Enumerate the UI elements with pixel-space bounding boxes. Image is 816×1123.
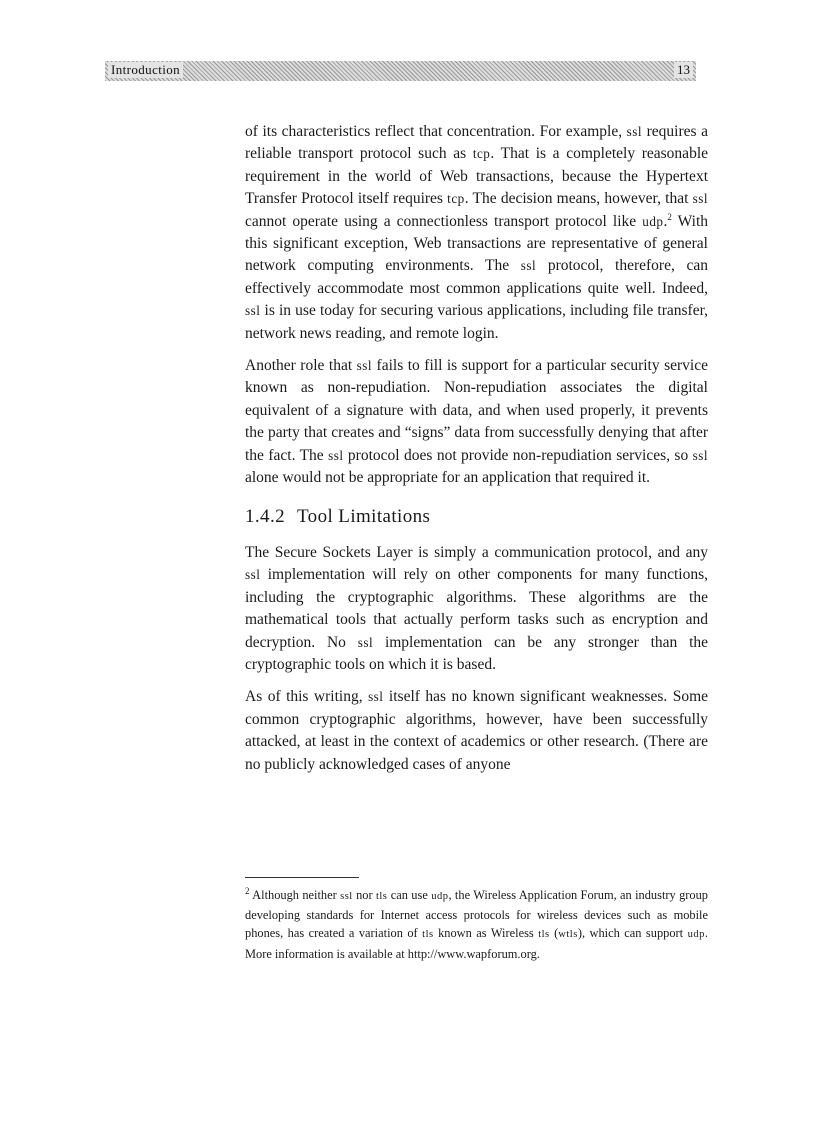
- tcp-term: tcp: [447, 191, 465, 207]
- tls-term: tls: [375, 891, 388, 902]
- udp-term: udp: [687, 929, 705, 941]
- running-header-section: Introduction: [108, 62, 183, 78]
- udp-term: udp: [431, 891, 449, 902]
- ssl-term: ssl: [356, 358, 373, 374]
- section-number: 1.4.2: [245, 505, 285, 527]
- paragraph-1: of its characteristics reflect that concentration. For example, ssl requires a reliable transport protocol such as tcp. That is a completely reasonable requirement in the world of Web transactions, because the Hypertext Transfer Protocol itself requires tcp. The decision means, however, that ssl cannot operate using a connectionless transport protocol like udp.$^2$ With this significant exception, Web transactions are representative of general network computing environments. The ssl protocol, therefore, can effectively accommodate most common applications quite well. Indeed, ssl is in use today for securing various applications, including file transfer, network news reading, and remote login.: [245, 123, 709, 342]
- section-heading: [245, 506, 708, 528]
- page-number: 13: [674, 62, 693, 78]
- paragraph-4: As of this writing, ssl itself has no known significant weaknesses. Some common cryptographic algorithms, however, have been successfully attacked, at least in the context of academics or other research. (There are no publicly acknowledged cases of anyone: [245, 688, 709, 773]
- footnote-reference[interactable]: 2: [667, 211, 672, 222]
- ssl-term: ssl: [245, 303, 261, 319]
- footnote-mark: 2: [245, 885, 250, 896]
- tls-term: tls: [422, 929, 434, 941]
- running-header: [105, 61, 696, 81]
- udp-term: udp: [642, 213, 664, 229]
- footnote-2: $^2$ Although neither ssl nor tls can use udp, the Wireless Application Forum, an industry group developing standards for Internet access protocols for wireless devices such as mobile phones, has created a variation of tls known as Wireless tls (wtls), which can support udp. More information is available at http://www.wapforum.org.: [245, 885, 708, 961]
- tcp-term: tcp: [472, 146, 491, 162]
- ssl-term: ssl: [245, 567, 261, 583]
- wtls-term: wtls: [558, 929, 578, 941]
- ssl-term: ssl: [626, 124, 643, 139]
- section-title: Tool Limitations: [297, 505, 431, 527]
- footnote-divider: [245, 877, 359, 878]
- ssl-term: ssl: [692, 191, 709, 207]
- ssl-term: ssl: [520, 258, 537, 274]
- ssl-term: ssl: [340, 891, 353, 902]
- footnote: [245, 886, 708, 963]
- ssl-term: ssl: [692, 447, 709, 463]
- ssl-term: ssl: [368, 689, 384, 705]
- ssl-term: ssl: [328, 447, 344, 463]
- paragraph-2: Another role that ssl fails to fill is support for a particular security service known as non-repudiation. Non-repudiation associates the digital equivalent of a signature with data, and when used properly, it prevents the party that creates and “signs” data from successfully denying that after the fact. The ssl protocol does not provide non-repudiation services, so ssl alone would not be appropriate for an application that required it.: [245, 357, 709, 487]
- tls-term: tls: [538, 929, 550, 941]
- main-text: [245, 121, 708, 786]
- ssl-term: ssl: [357, 634, 374, 650]
- paragraph-3: The Secure Sockets Layer is simply a communication protocol, and any ssl implementation will rely on other components for many functions, including the cryptographic algorithms. These algorithms are the mathematical tools that actually perform tasks such as encryption and decryption. No ssl implementation can be any stronger than the cryptographic tools on which it is based.: [245, 543, 709, 673]
